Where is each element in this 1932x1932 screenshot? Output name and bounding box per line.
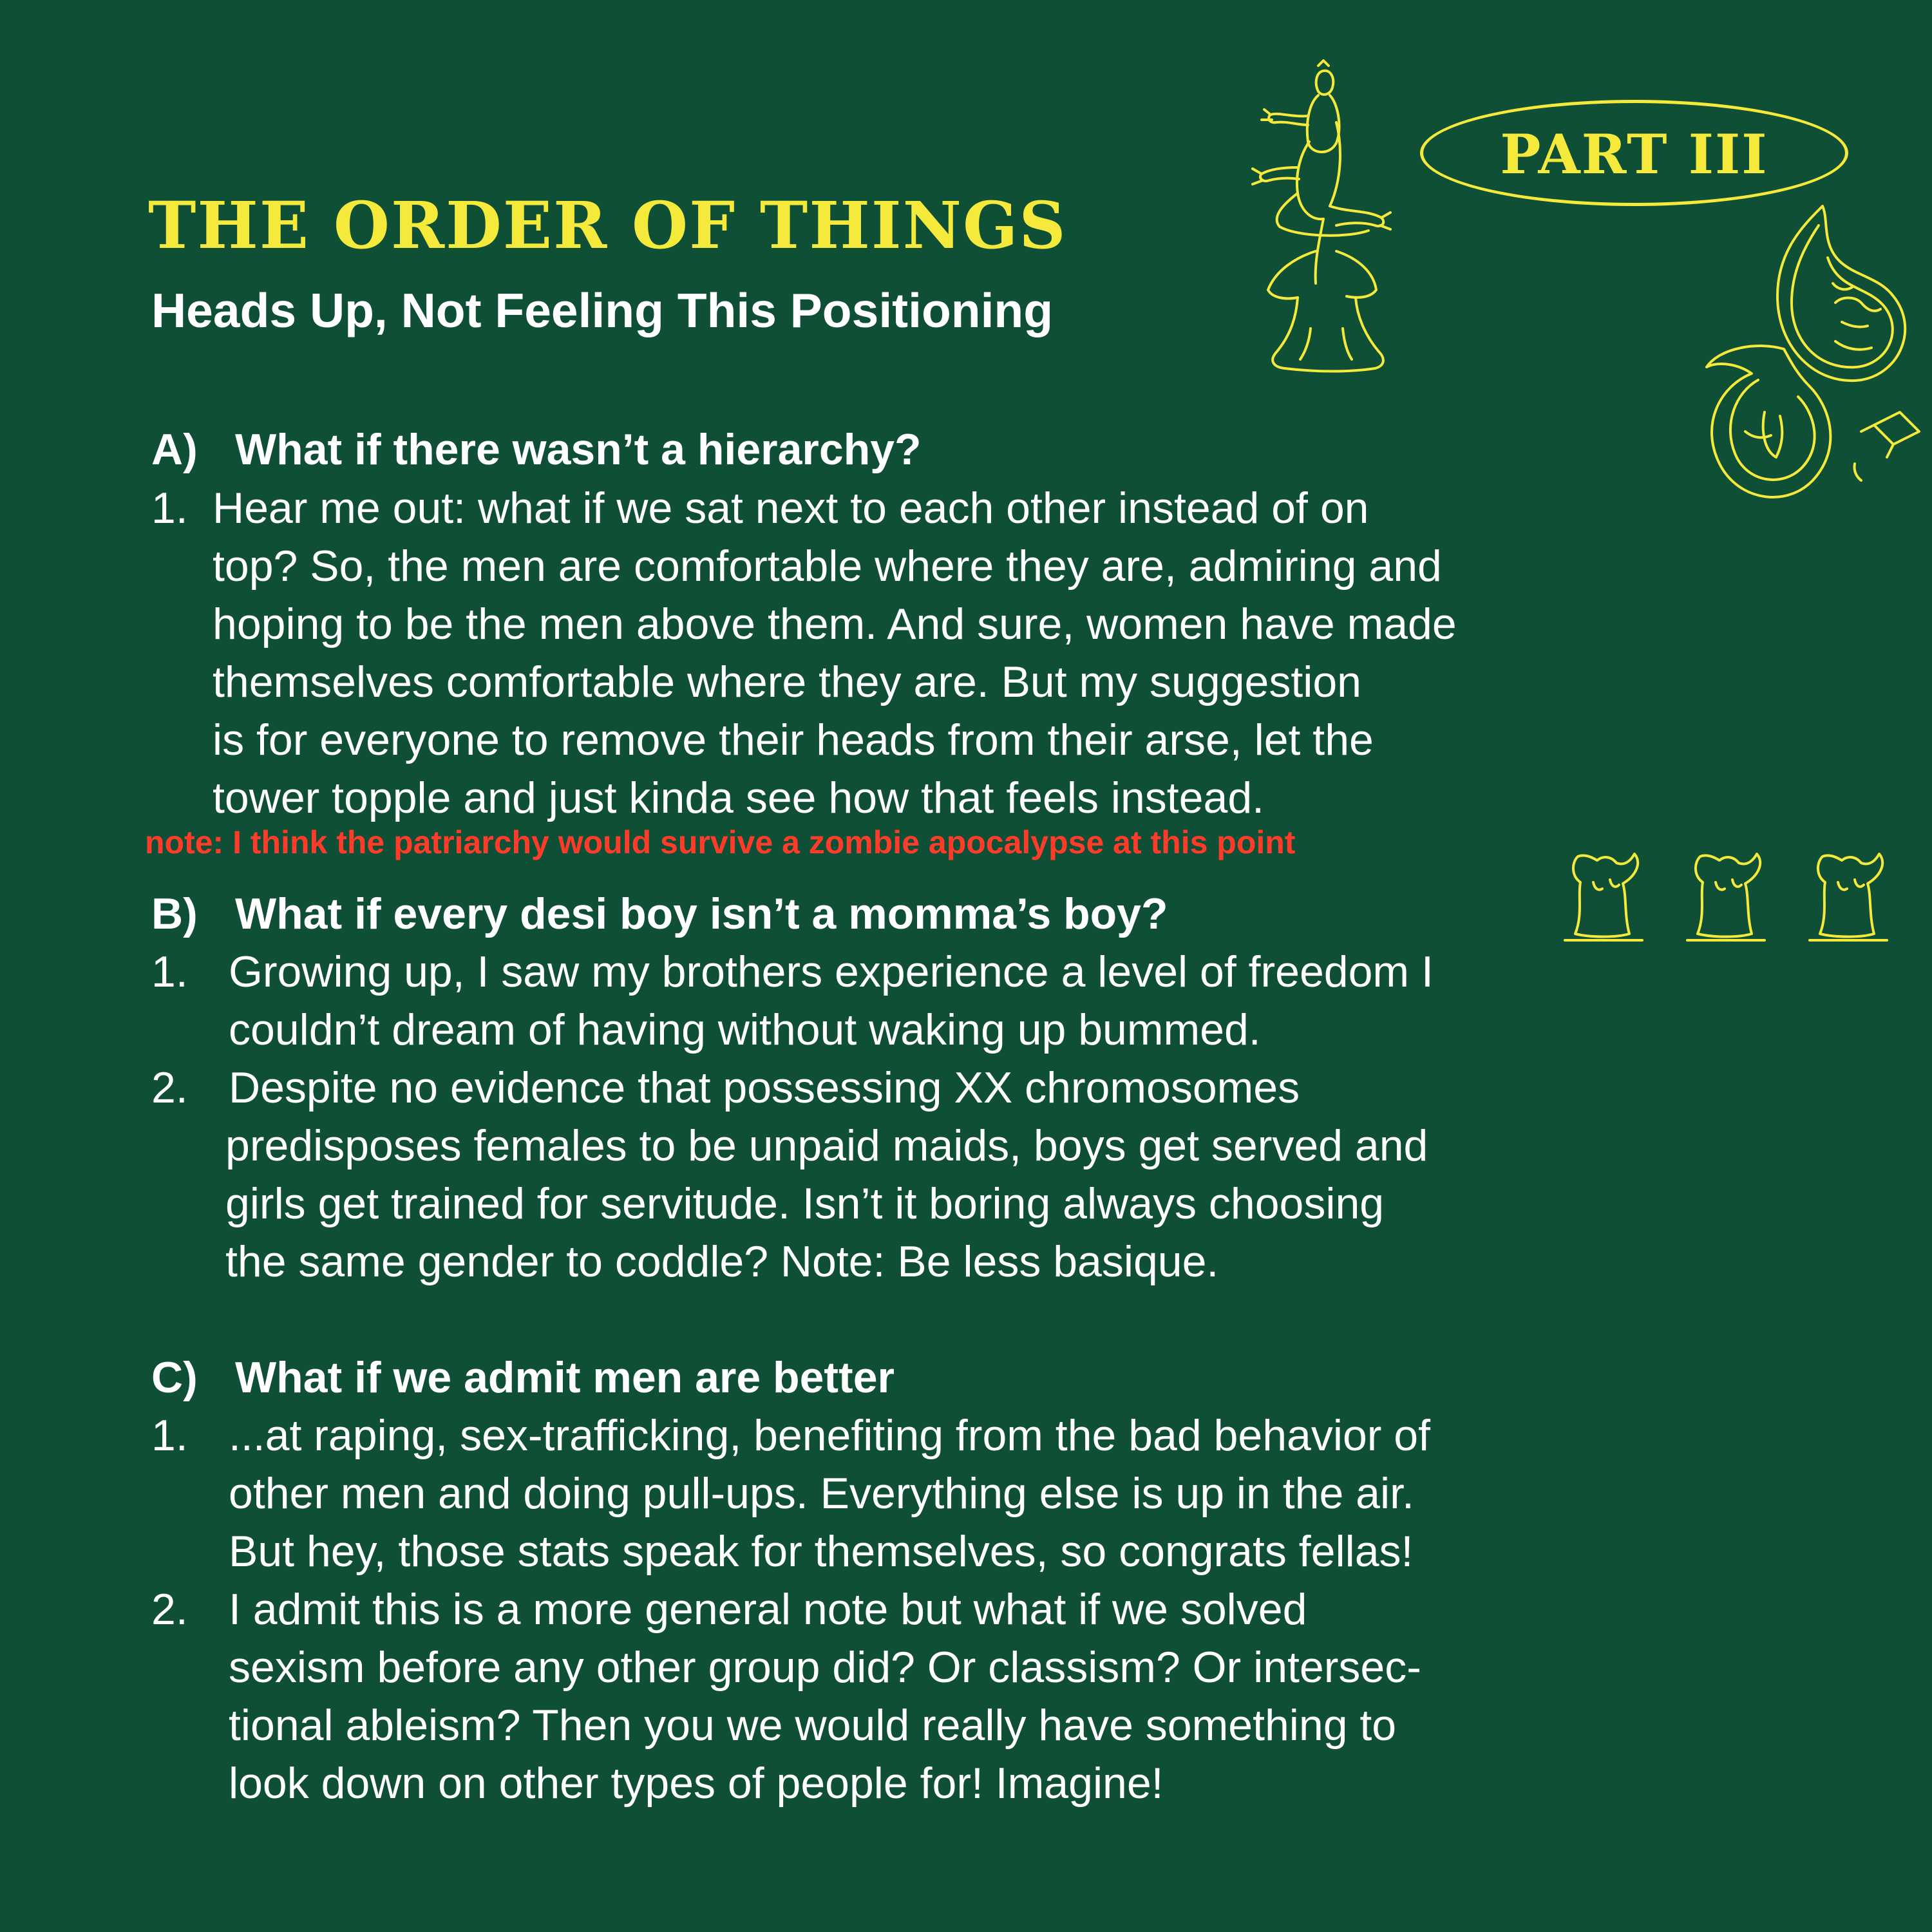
creatures-illustration (1552, 837, 1900, 953)
section-b-item-2-line: predisposes females to be unpaid maids, boys get served and (225, 1121, 1428, 1170)
section-a-item-1-line: top? So, the men are comfortable where they are, admiring and (213, 542, 1442, 591)
section-a-item-1-line: themselves comfortable where they are. But my suggestion (213, 658, 1361, 706)
stacked-figures-illustration (1233, 58, 1414, 393)
section-a-heading (151, 425, 922, 474)
part-badge-label: PART III (1500, 122, 1768, 186)
section-b-item-2-number: 2. (151, 1063, 188, 1112)
section-c-item-2-line: tional ableism? Then you we would really have something to (229, 1701, 1397, 1750)
section-a-letter: A) (151, 425, 198, 474)
section-c-item-1-line: ...at raping, sex-trafficking, benefiting from the bad behavior of (229, 1411, 1431, 1460)
section-c-item-1-number: 1. (151, 1411, 188, 1460)
section-c-item-2-number: 2. (151, 1585, 188, 1634)
section-c-item-2-line: sexism before any other group did? Or classism? Or intersec- (229, 1643, 1421, 1692)
section-b-item-2-line: girls get trained for servitude. Isn’t it boring always choosing (225, 1179, 1385, 1228)
paisley-hands-illustration (1681, 200, 1932, 535)
section-c-item-2-line: I admit this is a more general note but what if we solved (229, 1585, 1307, 1634)
section-a-item-1-line: Hear me out: what if we sat next to each other instead of on (213, 484, 1369, 533)
section-a-item-1-line: hoping to be the men above them. And sure, women have made (213, 600, 1457, 649)
section-c-item-2-line: look down on other types of people for! Imagine! (229, 1759, 1164, 1808)
page-subtitle: Heads Up, Not Feeling This Positioning (151, 283, 1054, 337)
section-b-item-2-line: the same gender to coddle? Note: Be less basique. (225, 1237, 1219, 1286)
section-c-title: What if we admit men are better (235, 1353, 895, 1402)
part-badge (1420, 100, 1848, 206)
section-a-item-1-line: tower topple and just kinda see how that feels instead. (213, 773, 1265, 822)
section-b-title: What if every desi boy isn’t a momma’s boy? (235, 889, 1168, 938)
section-b-item-1-line: couldn’t dream of having without waking up bummed. (229, 1005, 1261, 1054)
section-b-item-2-line: Despite no evidence that possessing XX chromosomes (229, 1063, 1300, 1112)
section-c-heading (151, 1353, 895, 1402)
section-a-item-1-number: 1. (151, 484, 188, 533)
page-title: THE ORDER OF THINGS (148, 187, 1067, 263)
section-a-note: note: I think the patriarchy would survive a zombie apocalypse at this point (145, 824, 1296, 860)
section-a-title: What if there wasn’t a hierarchy? (235, 425, 922, 474)
section-b-item-1-number: 1. (151, 947, 188, 996)
section-c-letter: C) (151, 1353, 198, 1402)
section-c-item-1-line: other men and doing pull-ups. Everything else is up in the air. (229, 1469, 1414, 1518)
section-a-item-1-line: is for everyone to remove their heads from their arse, let the (213, 715, 1374, 764)
section-b-letter: B) (151, 889, 198, 938)
section-b-heading (151, 889, 1168, 938)
section-c-item-1-line: But hey, those stats speak for themselves, so congrats fellas! (229, 1527, 1414, 1576)
section-b-item-1-line: Growing up, I saw my brothers experience a level of freedom I (229, 947, 1434, 996)
